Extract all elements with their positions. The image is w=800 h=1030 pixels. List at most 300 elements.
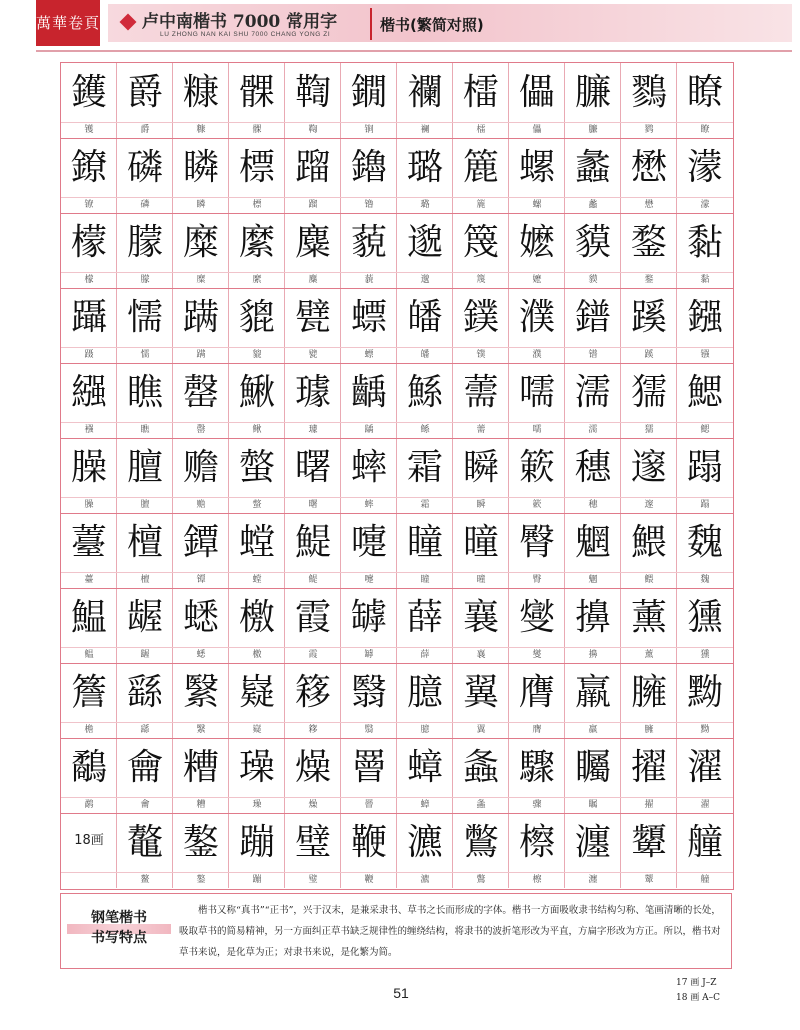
- simplified-char: 藐: [364, 275, 374, 285]
- grid-row: [61, 438, 733, 513]
- guide-rule: [61, 497, 733, 498]
- simplified-char: 镬: [84, 125, 94, 135]
- simplified-char: 螳: [252, 575, 262, 585]
- character-cell: [397, 588, 453, 663]
- traditional-char: 燮: [518, 597, 555, 638]
- grid-row: [61, 138, 733, 213]
- simplified-char: 糜: [196, 275, 206, 285]
- range-line1: 17 画 J–Z: [676, 978, 717, 988]
- note-heading: [67, 908, 171, 948]
- character-cell: [453, 138, 509, 213]
- traditional-char: 鯷: [294, 522, 331, 563]
- character-cell: [621, 513, 677, 588]
- simplified-char: 瀍: [588, 875, 598, 885]
- traditional-char: 鯀: [406, 372, 443, 413]
- traditional-char: 螳: [238, 522, 275, 563]
- traditional-char: 蹒: [182, 297, 219, 338]
- simplified-char: 璩: [308, 425, 318, 435]
- simplified-char: 镨: [588, 350, 598, 360]
- range-line2: 18 画 A–C: [676, 993, 721, 1003]
- traditional-char: 藐: [350, 222, 387, 263]
- character-cell: [621, 738, 677, 813]
- character-cell: [229, 663, 285, 738]
- traditional-char: 鏷: [462, 297, 499, 338]
- traditional-char: 懋: [630, 147, 667, 188]
- traditional-char: 臀: [518, 522, 555, 563]
- character-cell: [677, 288, 733, 363]
- character-cell: [61, 288, 117, 363]
- character-cell: [565, 738, 621, 813]
- character-cell: [341, 738, 397, 813]
- character-cell: [621, 288, 677, 363]
- traditional-char: 糠: [182, 72, 219, 113]
- character-cell: [565, 588, 621, 663]
- character-cell: [229, 738, 285, 813]
- character-cell: [677, 663, 733, 738]
- character-cell: [285, 738, 341, 813]
- traditional-char: 薷: [462, 372, 499, 413]
- character-cell: [397, 213, 453, 288]
- character-cell: [509, 588, 565, 663]
- character-grid: [60, 62, 734, 890]
- traditional-char: 簃: [294, 672, 331, 713]
- character-cell: [677, 813, 733, 888]
- traditional-char: 瞭: [686, 72, 723, 113]
- traditional-char: 瞳: [406, 522, 443, 563]
- simplified-char: 臀: [532, 575, 542, 585]
- traditional-char: 瀍: [574, 822, 611, 863]
- traditional-char: 鐗: [350, 72, 387, 113]
- traditional-char: 蹓: [294, 147, 331, 188]
- character-cell: [565, 363, 621, 438]
- traditional-char: 蹋: [686, 447, 723, 488]
- simplified-char: 貔: [252, 350, 262, 360]
- traditional-char: 貔: [238, 297, 275, 338]
- guide-rule: [61, 197, 733, 198]
- simplified-char: 镪: [700, 350, 710, 360]
- traditional-char: 薛: [406, 597, 443, 638]
- character-cell: [453, 438, 509, 513]
- traditional-char: 皤: [406, 297, 443, 338]
- traditional-char: 黏: [686, 222, 723, 263]
- publisher-stamp: 萬華卷頁: [36, 0, 100, 46]
- simplified-char: 罾: [364, 800, 374, 810]
- traditional-char: 翼: [462, 672, 499, 713]
- character-cell: [285, 588, 341, 663]
- simplified-char: 甓: [308, 350, 318, 360]
- traditional-char: 螫: [238, 447, 275, 488]
- simplified-char: 縻: [252, 275, 262, 285]
- simplified-char: 檫: [532, 875, 542, 885]
- character-cell: [173, 213, 229, 288]
- simplified-char: 薛: [420, 650, 430, 660]
- character-cell: [341, 213, 397, 288]
- character-cell: [453, 363, 509, 438]
- traditional-char: 爵: [126, 72, 163, 113]
- character-cell: [61, 138, 117, 213]
- character-cell: [229, 813, 285, 888]
- traditional-char: 瀌: [406, 822, 443, 863]
- section-title: 楷书(繁简对照): [380, 16, 484, 34]
- simplified-char: 臊: [84, 500, 94, 510]
- simplified-char: 螵: [364, 350, 374, 360]
- traditional-char: 邃: [630, 447, 667, 488]
- note-heading-line1: 钢笔楷书: [91, 910, 147, 926]
- traditional-char: 躡: [70, 297, 107, 338]
- simplified-char: 璧: [308, 875, 318, 885]
- traditional-char: 檀: [126, 522, 163, 563]
- row-separator: [61, 288, 733, 289]
- simplified-char: 嶷: [252, 725, 262, 735]
- character-cell: [341, 513, 397, 588]
- simplified-char: 篾: [476, 275, 486, 285]
- character-cell: [453, 513, 509, 588]
- character-cell: [621, 138, 677, 213]
- character-cell: [621, 438, 677, 513]
- character-cell: [173, 738, 229, 813]
- character-cell: [677, 588, 733, 663]
- note-heading-line2: 书写特点: [91, 930, 147, 946]
- character-cell: [509, 363, 565, 438]
- simplified-char: 曙: [308, 500, 318, 510]
- traditional-char: 羸: [574, 672, 611, 713]
- character-cell: [229, 63, 285, 138]
- simplified-char: 簃: [308, 725, 318, 735]
- traditional-char: 顰: [630, 822, 667, 863]
- traditional-char: 臊: [70, 447, 107, 488]
- character-cell: [117, 663, 173, 738]
- simplified-char: 襕: [420, 125, 430, 135]
- simplified-char: 蹊: [644, 350, 654, 360]
- simplified-char: 鷩: [476, 875, 486, 885]
- simplified-char: 瞧: [140, 425, 150, 435]
- grid-row: [61, 213, 733, 288]
- traditional-char: 鷚: [630, 72, 667, 113]
- simplified-char: 磷: [140, 200, 150, 210]
- simplified-char: 簏: [476, 200, 486, 210]
- character-cell: [61, 363, 117, 438]
- simplified-char: 翳: [364, 725, 374, 735]
- traditional-char: 鰍: [238, 372, 275, 413]
- simplified-char: 羸: [588, 725, 598, 735]
- character-cell: [453, 813, 509, 888]
- traditional-char: 嬷: [518, 222, 555, 263]
- traditional-char: 簌: [518, 447, 555, 488]
- character-cell: [229, 363, 285, 438]
- traditional-char: 蟑: [406, 747, 443, 788]
- traditional-char: 魏: [686, 522, 723, 563]
- simplified-char: 檑: [476, 125, 486, 135]
- traditional-char: 濯: [686, 747, 723, 788]
- traditional-char: 鏊: [182, 822, 219, 863]
- character-cell: [173, 288, 229, 363]
- traditional-char: 蟀: [350, 447, 387, 488]
- traditional-char: 糜: [182, 222, 219, 263]
- character-cell: [285, 663, 341, 738]
- character-cell: [229, 513, 285, 588]
- character-cell: [173, 363, 229, 438]
- traditional-char: 簏: [462, 147, 499, 188]
- traditional-char: 臁: [574, 72, 611, 113]
- simplified-char: 瀌: [420, 875, 430, 885]
- grid-row: [61, 363, 733, 438]
- character-cell: [61, 213, 117, 288]
- character-cell: [173, 588, 229, 663]
- character-cell: [509, 213, 565, 288]
- character-cell: [453, 213, 509, 288]
- character-cell: [229, 213, 285, 288]
- simplified-char: 爵: [140, 125, 150, 135]
- traditional-char: 臆: [406, 672, 443, 713]
- simplified-char: 薰: [644, 650, 654, 660]
- traditional-char: 擢: [630, 747, 667, 788]
- simplified-char: 嚅: [532, 425, 542, 435]
- traditional-char: 龌: [126, 597, 163, 638]
- simplified-char: 皤: [420, 350, 430, 360]
- traditional-char: 曈: [462, 522, 499, 563]
- simplified-char: 魏: [700, 575, 710, 585]
- traditional-char: 懦: [126, 297, 163, 338]
- traditional-char: 龠: [126, 747, 163, 788]
- simplified-char: 膺: [532, 725, 542, 735]
- traditional-char: 篾: [462, 222, 499, 263]
- character-cell: [61, 813, 117, 888]
- note-section: [60, 893, 732, 969]
- traditional-char: 髁: [238, 72, 275, 113]
- simplified-char: 儡: [532, 125, 542, 135]
- simplified-char: 朦: [140, 275, 150, 285]
- character-cell: [117, 288, 173, 363]
- character-cell: [509, 513, 565, 588]
- simplified-char: 嚏: [364, 575, 374, 585]
- simplified-char: 镥: [364, 200, 374, 210]
- simplified-char: 瞭: [700, 125, 710, 135]
- character-cell: [341, 63, 397, 138]
- traditional-char: 濮: [518, 297, 555, 338]
- traditional-char: 檬: [70, 222, 107, 263]
- simplified-char: 貘: [588, 275, 598, 285]
- character-cell: [397, 63, 453, 138]
- character-cell: [397, 363, 453, 438]
- character-cell: [229, 288, 285, 363]
- character-cell: [61, 588, 117, 663]
- traditional-char: 繇: [126, 672, 163, 713]
- character-cell: [117, 363, 173, 438]
- traditional-char: 罅: [350, 597, 387, 638]
- simplified-char: 蹒: [196, 350, 206, 360]
- row-separator: [61, 588, 733, 589]
- character-cell: [117, 738, 173, 813]
- character-cell: [117, 138, 173, 213]
- traditional-char: 鰛: [70, 597, 107, 638]
- simplified-char: 繄: [196, 725, 206, 735]
- simplified-char: 鹬: [84, 800, 94, 810]
- character-cell: [509, 663, 565, 738]
- character-cell: [397, 438, 453, 513]
- character-cell: [565, 513, 621, 588]
- simplified-char: 鞭: [364, 875, 374, 885]
- character-cell: [117, 513, 173, 588]
- traditional-char: 璩: [294, 372, 331, 413]
- character-cell: [61, 513, 117, 588]
- traditional-char: 黝: [686, 672, 723, 713]
- character-cell: [453, 288, 509, 363]
- traditional-char: 縻: [238, 222, 275, 263]
- traditional-char: 罾: [350, 747, 387, 788]
- row-separator: [61, 138, 733, 139]
- character-cell: [453, 588, 509, 663]
- traditional-char: 翳: [350, 672, 387, 713]
- character-cell: [229, 138, 285, 213]
- simplified-char: 檄: [252, 650, 262, 660]
- traditional-char: 簷: [70, 672, 107, 713]
- simplified-char: 骤: [532, 800, 542, 810]
- character-cell: [61, 738, 117, 813]
- simplified-char: 镡: [196, 575, 206, 585]
- simplified-char: 邃: [644, 500, 654, 510]
- traditional-char: 膺: [518, 672, 555, 713]
- traditional-char: 鞫: [294, 72, 331, 113]
- character-cell: [509, 288, 565, 363]
- grid-row: [61, 63, 733, 138]
- character-cell: [285, 363, 341, 438]
- simplified-char: 璪: [252, 800, 262, 810]
- traditional-char: 螺: [518, 147, 555, 188]
- traditional-char: 嚏: [350, 522, 387, 563]
- traditional-char: 薹: [70, 522, 107, 563]
- traditional-char: 朦: [126, 222, 163, 263]
- simplified-char: 穗: [588, 500, 598, 510]
- traditional-char: 檑: [462, 72, 499, 113]
- traditional-char: 濛: [686, 147, 723, 188]
- traditional-char: 鷩: [462, 822, 499, 863]
- character-cell: [341, 588, 397, 663]
- character-cell: [173, 813, 229, 888]
- traditional-char: 鰓: [686, 372, 723, 413]
- simplified-char: 鳃: [700, 425, 710, 435]
- simplified-char: 璐: [420, 200, 430, 210]
- simplified-char: 瞵: [196, 200, 206, 210]
- character-cell: [677, 138, 733, 213]
- traditional-char: 嚅: [518, 372, 555, 413]
- traditional-char: 霜: [406, 447, 443, 488]
- character-cell: [173, 663, 229, 738]
- simplified-char: 螫: [252, 500, 262, 510]
- traditional-char: 鐐: [70, 147, 107, 188]
- grid-row: [61, 663, 733, 738]
- simplified-char: 鹨: [644, 125, 654, 135]
- page-header: [0, 0, 800, 52]
- character-cell: [397, 513, 453, 588]
- simplified-char: 濮: [532, 350, 542, 360]
- simplified-char: 螺: [532, 200, 542, 210]
- header-divider: [370, 8, 372, 40]
- character-cell: [285, 288, 341, 363]
- traditional-char: 擤: [574, 597, 611, 638]
- traditional-char: 瞵: [182, 147, 219, 188]
- book-title: 卢中南楷书 7000 常用字: [142, 12, 338, 32]
- traditional-char: 霞: [294, 597, 331, 638]
- traditional-char: 鑥: [350, 147, 387, 188]
- row-separator: [61, 663, 733, 664]
- character-cell: [565, 288, 621, 363]
- simplified-char: 鳁: [84, 650, 94, 660]
- traditional-char: 甓: [294, 297, 331, 338]
- row-separator: [61, 513, 733, 514]
- traditional-char: 臃: [630, 672, 667, 713]
- grid-row: [61, 813, 733, 888]
- character-cell: [397, 813, 453, 888]
- simplified-char: 鏊: [196, 875, 206, 885]
- simplified-char: 瞬: [476, 500, 486, 510]
- simplified-char: 燥: [308, 800, 318, 810]
- character-cell: [677, 213, 733, 288]
- traditional-char: 艟: [686, 822, 723, 863]
- stroke-range: [676, 976, 756, 1006]
- character-cell: [453, 63, 509, 138]
- traditional-char: 鼇: [126, 822, 163, 863]
- character-cell: [341, 288, 397, 363]
- simplified-char: 蟑: [420, 800, 430, 810]
- character-cell: [397, 738, 453, 813]
- simplified-char: 懋: [644, 200, 654, 210]
- simplified-char: 霞: [308, 650, 318, 660]
- guide-rule: [61, 722, 733, 723]
- character-cell: [397, 288, 453, 363]
- simplified-char: 瞳: [420, 575, 430, 585]
- simplified-char: 鞫: [308, 125, 318, 135]
- simplified-char: 襁: [84, 425, 94, 435]
- guide-rule: [61, 647, 733, 648]
- character-cell: [341, 363, 397, 438]
- simplified-char: 镣: [84, 200, 94, 210]
- traditional-char: 糟: [182, 747, 219, 788]
- traditional-char: 檫: [518, 822, 555, 863]
- character-cell: [677, 363, 733, 438]
- character-cell: [285, 213, 341, 288]
- simplified-char: 鳌: [140, 875, 150, 885]
- traditional-char: 罄: [182, 372, 219, 413]
- simplified-char: 薷: [476, 425, 486, 435]
- character-cell: [565, 813, 621, 888]
- simplified-char: 罅: [364, 650, 374, 660]
- simplified-char: 燮: [532, 650, 542, 660]
- traditional-char: 瞧: [126, 372, 163, 413]
- simplified-char: 濡: [588, 425, 598, 435]
- character-cell: [285, 438, 341, 513]
- traditional-char: 赡: [182, 447, 219, 488]
- character-cell: [397, 663, 453, 738]
- simplified-char: 鍪: [644, 275, 654, 285]
- character-cell: [341, 138, 397, 213]
- simplified-char: 檀: [140, 575, 150, 585]
- guide-rule: [61, 422, 733, 423]
- traditional-char: 嶷: [238, 672, 275, 713]
- character-cell: [677, 438, 733, 513]
- character-cell: [509, 438, 565, 513]
- traditional-char: 薰: [630, 597, 667, 638]
- simplified-char: 蟋: [196, 650, 206, 660]
- character-cell: [565, 438, 621, 513]
- traditional-char: 蟋: [182, 597, 219, 638]
- simplified-char: 蹑: [84, 350, 94, 360]
- character-cell: [509, 738, 565, 813]
- simplified-char: 標: [252, 200, 262, 210]
- simplified-char: 翼: [476, 725, 486, 735]
- simplified-char: 锏: [364, 125, 374, 135]
- simplified-char: 懦: [140, 350, 150, 360]
- simplified-char: 檬: [84, 275, 94, 285]
